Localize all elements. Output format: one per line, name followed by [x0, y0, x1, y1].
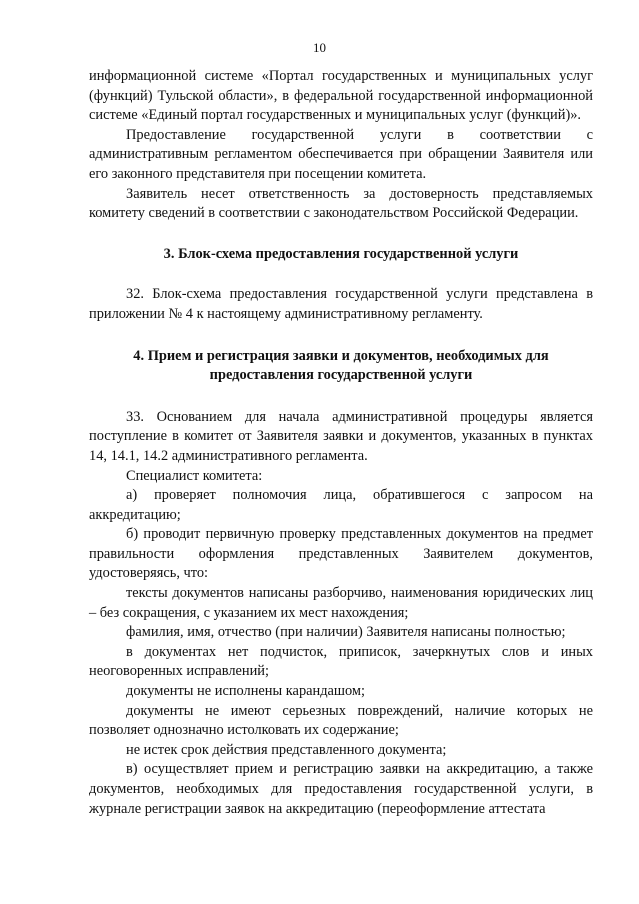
check-no-corrections: в документах нет подчисток, приписок, зачеркнутых слов и иных неоговоренных исправлений; [89, 643, 593, 680]
spacer [89, 224, 593, 245]
check-texts-legible: тексты документов написаны разборчиво, наименования юридических лиц – без сокращения, с указанием их мест нахождения; [89, 585, 593, 621]
spacer [89, 386, 593, 408]
document-body [89, 67, 593, 819]
list-item-v: в) осуществляет прием и регистрацию заявки на аккредитацию, а также документов, необходимых для предоставления государственной услуги, в журнале регистрации заявок на аккредитацию (переоформление аттестата [89, 761, 593, 817]
paragraph-33: 33. Основанием для начала административной процедуры является поступление в комитет от Заявителя заявки и документов, указанных в пунктах 14, 14.1, 14.2 административного регламента. [89, 408, 593, 464]
paragraph-specialist: Специалист комитета: [126, 467, 263, 484]
check-name-full: фамилия, имя, отчество (при наличии) Заявителя написаны полностью; [126, 624, 566, 641]
paragraph-applicant-responsibility: Заявитель несет ответственность за достоверность представляемых комитету сведений в соответствии с законодательством Российской Федерации. [89, 185, 593, 222]
paragraph-service-provision: Предоставление государственной услуги в соответствии с административным регламентом обеспечивается при обращении Заявителя или его законного представителя при посещении комитета. [89, 126, 593, 182]
check-no-damage: документы не имеют серьезных повреждений, наличие которых не позволяет однозначно истолковать их содержание; [89, 702, 593, 739]
spacer [89, 325, 593, 347]
list-item-b: б) проводит первичную проверку представленных документов на предмет правильности оформления представленных Заявителем документов, удостоверяясь, что: [89, 526, 593, 582]
section-4-heading: 4. Прием и регистрация заявки и документов, необходимых для предоставления государственной услуги [133, 347, 549, 384]
list-item-a: а) проверяет полномочия лица, обратившегося с запросом на аккредитацию; [89, 487, 593, 523]
paragraph-portal-systems: информационной системе «Портал государственных и муниципальных услуг (функций) Тульской области», в федеральной государственной информационной системе «Единый портал государственных и муниципальных услуг (функций)». [89, 68, 593, 124]
section-3-heading: 3. Блок-схема предоставления государственной услуги [163, 245, 519, 262]
page-number: 10 [313, 40, 326, 55]
check-not-expired: не истек срок действия представленного документа; [126, 741, 447, 758]
check-not-pencil: документы не исполнены карандашом; [126, 683, 366, 700]
spacer [89, 264, 593, 285]
paragraph-32: 32. Блок-схема предоставления государственной услуги представлена в приложении № 4 к настоящему административному регламенту. [89, 286, 593, 322]
